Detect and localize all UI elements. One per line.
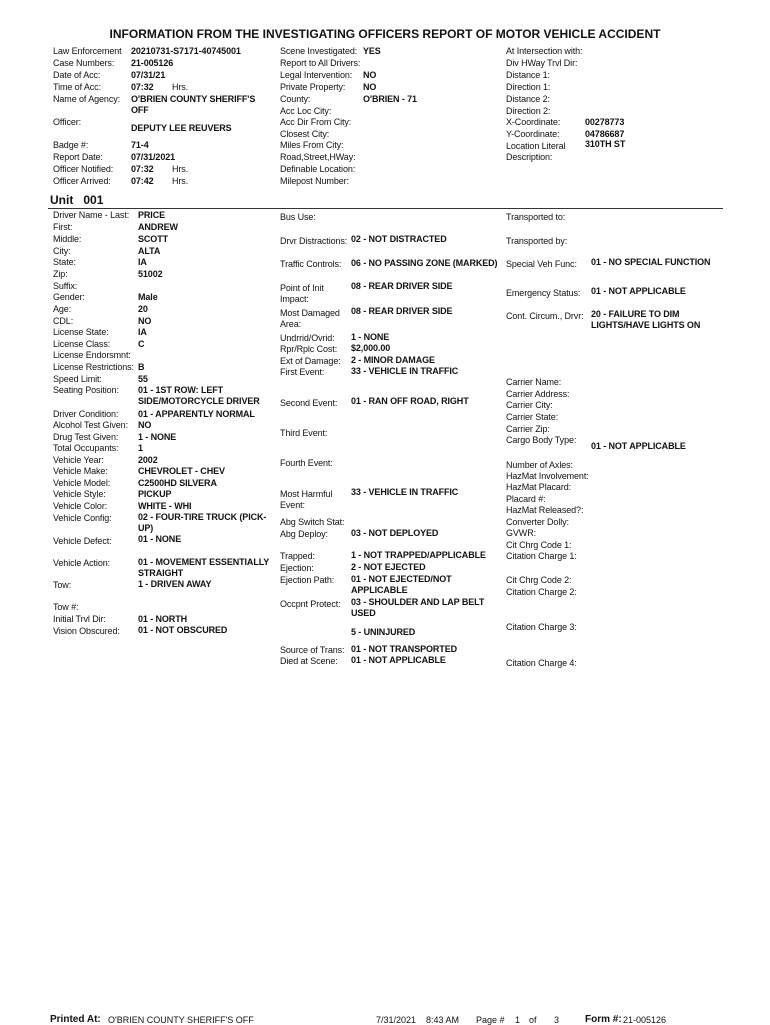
scene-investigated-label: Scene Investigated: — [280, 46, 358, 56]
placard-number-label: Placard #: — [506, 494, 546, 504]
citation-charge-4-label: Citation Charge 4: — [506, 658, 577, 668]
citation-charge-1-label: Citation Charge 1: — [506, 551, 577, 561]
scene-investigated-value: YES — [363, 46, 381, 56]
private-property-label: Private Property: — [280, 82, 346, 92]
printed-at-label: Printed At: — [50, 1014, 101, 1025]
cargo-body-label: Cargo Body Type: — [506, 435, 577, 445]
abg-deploy-value: 03 - NOT DEPLOYED — [351, 528, 439, 538]
closest-city-label: Closest City: — [280, 129, 330, 139]
tow-label: Tow: — [53, 580, 72, 590]
converter-dolly-label: Converter Dolly: — [506, 517, 569, 527]
emergency-status-value: 01 - NOT APPLICABLE — [591, 286, 686, 296]
seating-position-value-1: 01 - 1ST ROW: LEFT — [138, 385, 224, 395]
vehicle-make-value: CHEVROLET - CHEV — [138, 466, 225, 476]
driver-last-value: PRICE — [138, 210, 166, 220]
ejection-label: Ejection: — [280, 563, 314, 573]
third-event-label: Third Event: — [280, 428, 328, 438]
second-event-label: Second Event: — [280, 398, 338, 408]
vehicle-style-label: Vehicle Style: — [53, 489, 106, 499]
cit-chrg-code-2-label: Cit Chrg Code 2: — [506, 575, 572, 585]
y-coordinate-value: 04786687 — [585, 129, 625, 139]
first-event-label: First Event: — [280, 367, 325, 377]
time-of-acc-label: Time of Acc: — [53, 82, 101, 92]
officer-arrived-label: Officer Arrived: — [53, 176, 111, 186]
tow-value: 1 - DRIVEN AWAY — [138, 579, 212, 589]
point-init-impact-label-1: Point of Init — [280, 283, 324, 293]
private-property-value: NO — [363, 82, 377, 92]
date-of-acc-value: 07/31/21 — [131, 70, 166, 80]
first-label: First: — [53, 222, 73, 232]
ejection-path-label: Ejection Path: — [280, 575, 335, 585]
county-value: O'BRIEN - 71 — [363, 94, 417, 104]
died-at-scene-value: 01 - NOT APPLICABLE — [351, 655, 446, 665]
milepost-label: Milepost Number: — [280, 176, 349, 186]
officer-notified-label: Officer Notified: — [53, 164, 114, 174]
gender-label: Gender: — [53, 292, 85, 302]
carrier-address-label: Carrier Address: — [506, 389, 570, 399]
undrrid-label: Undrrid/Ovrid: — [280, 333, 335, 343]
ejection-path-value-2: APPLICABLE — [351, 585, 408, 595]
ejection-value: 2 - NOT EJECTED — [351, 562, 426, 572]
vehicle-action-value-2: STRAIGHT — [138, 568, 184, 578]
report-date-value: 07/31/2021 — [131, 152, 176, 162]
cont-circum-value-1: 20 - FAILURE TO DIM — [591, 309, 680, 319]
alcohol-test-value: NO — [138, 420, 152, 430]
vehicle-action-value-1: 01 - MOVEMENT ESSENTIALLY — [138, 557, 270, 567]
officer-notified-unit: Hrs. — [172, 164, 189, 174]
license-restrictions-value: B — [138, 362, 145, 372]
location-literal-label: Location Literal — [506, 141, 566, 151]
report-date-label: Report Date: — [53, 152, 103, 162]
vehicle-color-label: Vehicle Color: — [53, 501, 108, 511]
bus-use-label: Bus Use: — [280, 212, 316, 222]
x-coordinate-value: 00278773 — [585, 117, 625, 127]
officer-label: Officer: — [53, 117, 82, 127]
tow-number-label: Tow #: — [53, 602, 79, 612]
age-value: 20 — [138, 304, 148, 314]
most-harmful-label-1: Most Harmful — [280, 489, 333, 499]
name-of-agency-value-2: OFF — [131, 105, 149, 115]
traffic-controls-label: Traffic Controls: — [280, 259, 342, 269]
vehicle-model-value: C2500HD SILVERA — [138, 478, 217, 488]
badge-value: 71-4 — [131, 140, 149, 150]
drvr-distractions-value: 02 - NOT DISTRACTED — [351, 234, 447, 244]
unit-heading-label: Unit — [50, 193, 74, 207]
speed-limit-value: 55 — [138, 374, 148, 384]
ext-damage-value: 2 - MINOR DAMAGE — [351, 355, 435, 365]
license-class-value: C — [138, 339, 145, 349]
y-coordinate-label: Y-Coordinate: — [506, 129, 560, 139]
time-of-acc-unit: Hrs. — [172, 82, 189, 92]
special-veh-func-label: Special Veh Func: — [506, 259, 577, 269]
officer-arrived-value: 07:42 — [131, 176, 154, 186]
drug-test-label: Drug Test Given: — [53, 432, 119, 442]
report-all-drivers-label: Report to All Drivers: — [280, 58, 361, 68]
time-of-acc-value: 07:32 — [131, 82, 154, 92]
description-label: Description: — [506, 152, 553, 162]
most-harmful-label-2: Event: — [280, 500, 305, 510]
seating-position-value-2: SIDE/MOTORCYCLE DRIVER — [138, 396, 260, 406]
vision-obscured-value: 01 - NOT OBSCURED — [138, 625, 228, 635]
ext-damage-label: Ext of Damage: — [280, 356, 341, 366]
died-at-scene-label: Died at Scene: — [280, 656, 338, 666]
case-numbers-value: 21-005126 — [131, 58, 174, 68]
age-label: Age: — [53, 304, 72, 314]
most-damaged-area-label-2: Area: — [280, 319, 302, 329]
page-label: Page # — [476, 1015, 505, 1025]
miles-from-city-label: Miles From City: — [280, 140, 344, 150]
abg-deploy-label: Abg Deploy: — [280, 529, 328, 539]
acc-dir-from-city-label: Acc Dir From City: — [280, 117, 352, 127]
distance-1-label: Distance 1: — [506, 70, 550, 80]
page-of-label: of — [529, 1015, 537, 1025]
vehicle-style-value: PICKUP — [138, 489, 172, 499]
driver-condition-label: Driver Condition: — [53, 409, 119, 419]
abg-switch-label: Abg Switch Stat: — [280, 517, 345, 527]
printed-at-value: O'BRIEN COUNTY SHERIFF'S OFF — [108, 1015, 254, 1025]
cargo-body-value: 01 - NOT APPLICABLE — [591, 441, 686, 451]
name-of-agency-label: Name of Agency: — [53, 94, 121, 104]
zip-label: Zip: — [53, 269, 68, 279]
acc-loc-city-label: Acc Loc City: — [280, 106, 332, 116]
vehicle-year-value: 2002 — [138, 455, 158, 465]
hazmat-involvement-label: HazMat Involvement: — [506, 471, 589, 481]
special-veh-func-value: 01 - NO SPECIAL FUNCTION — [591, 257, 711, 267]
unit-divider — [48, 208, 723, 209]
most-harmful-value: 33 - VEHICLE IN TRAFFIC — [351, 487, 459, 497]
occpnt-protect-value-2: USED — [351, 608, 376, 618]
vehicle-defect-label: Vehicle Defect: — [53, 536, 112, 546]
first-event-value: 33 - VEHICLE IN TRAFFIC — [351, 366, 459, 376]
date-of-acc-label: Date of Acc: — [53, 70, 101, 80]
second-event-value: 01 - RAN OFF ROAD, RIGHT — [351, 396, 469, 406]
middle-label: Middle: — [53, 234, 82, 244]
source-trans-value: 01 - NOT TRANSPORTED — [351, 644, 458, 654]
injury-value: 5 - UNINJURED — [351, 627, 416, 637]
trapped-value: 1 - NOT TRAPPED/APPLICABLE — [351, 550, 486, 560]
driver-last-label: Driver Name - Last: — [53, 210, 130, 220]
gender-value: Male — [138, 292, 158, 302]
div-hway-label: Div HWay Trvl Dir: — [506, 58, 578, 68]
city-label: City: — [53, 246, 71, 256]
suffix-label: Suffix: — [53, 281, 78, 291]
vehicle-defect-value: 01 - NONE — [138, 534, 182, 544]
license-state-value: IA — [138, 327, 147, 337]
citation-charge-2-label: Citation Charge 2: — [506, 587, 577, 597]
unit-number: 001 — [83, 193, 104, 207]
license-restrictions-label: License Restrictions: — [53, 362, 134, 372]
officer-arrived-unit: Hrs. — [172, 176, 189, 186]
middle-value: SCOTT — [138, 234, 168, 244]
total-occupants-label: Total Occupants: — [53, 443, 119, 453]
vehicle-color-value: WHITE - WHI — [138, 501, 192, 511]
report-title: INFORMATION FROM THE INVESTIGATING OFFICERS REPORT OF MOTOR VEHICLE ACCIDENT — [109, 27, 661, 41]
at-intersection-label: At Intersection with: — [506, 46, 583, 56]
carrier-city-label: Carrier City: — [506, 400, 553, 410]
initial-trvl-dir-label: Initial Trvl Dir: — [53, 614, 106, 624]
carrier-zip-label: Carrier Zip: — [506, 424, 550, 434]
officer-notified-value: 07:32 — [131, 164, 154, 174]
speed-limit-label: Speed Limit: — [53, 374, 102, 384]
definable-location-label: Definable Location: — [280, 164, 356, 174]
officer-value: DEPUTY LEE REUVERS — [131, 123, 232, 133]
num-axles-label: Number of Axles: — [506, 460, 573, 470]
occpnt-protect-label: Occpnt Protect: — [280, 599, 341, 609]
occpnt-protect-value-1: 03 - SHOULDER AND LAP BELT — [351, 597, 485, 607]
fourth-event-label: Fourth Event: — [280, 458, 333, 468]
trapped-label: Trapped: — [280, 551, 315, 561]
vehicle-config-label: Vehicle Config: — [53, 513, 112, 523]
x-coordinate-label: X-Coordinate: — [506, 117, 561, 127]
direction-1-label: Direction 1: — [506, 82, 551, 92]
county-label: County: — [280, 94, 311, 104]
license-class-label: License Class: — [53, 339, 111, 349]
total-occupants-value: 1 — [138, 443, 143, 453]
traffic-controls-value: 06 - NO PASSING ZONE (MARKED) — [351, 258, 498, 268]
first-value: ANDREW — [138, 222, 178, 232]
name-of-agency-value-1: O'BRIEN COUNTY SHERIFF'S — [131, 94, 256, 104]
road-street-label: Road,Street,HWay: — [280, 152, 356, 162]
license-state-label: License State: — [53, 327, 109, 337]
print-time: 8:43 AM — [426, 1015, 460, 1025]
location-literal-value: 310TH ST — [585, 139, 626, 149]
carrier-name-label: Carrier Name: — [506, 377, 562, 387]
undrrid-value: 1 - NONE — [351, 332, 390, 342]
driver-condition-value: 01 - APPARENTLY NORMAL — [138, 409, 255, 419]
vision-obscured-label: Vision Obscured: — [53, 626, 120, 636]
law-enforcement-value: 20210731-S7171-40745001 — [131, 46, 241, 56]
most-damaged-area-label-1: Most Damaged — [280, 308, 340, 318]
emergency-status-label: Emergency Status: — [506, 288, 581, 298]
distance-2-label: Distance 2: — [506, 94, 550, 104]
transported-to-label: Transported to: — [506, 212, 566, 222]
citation-charge-3-label: Citation Charge 3: — [506, 622, 577, 632]
cont-circum-label: Cont. Circum., Drvr: — [506, 311, 584, 321]
vehicle-model-label: Vehicle Model: — [53, 478, 111, 488]
point-init-impact-value: 08 - REAR DRIVER SIDE — [351, 281, 453, 291]
rpr-cost-value: $2,000.00 — [351, 343, 391, 353]
page-total: 3 — [554, 1015, 560, 1025]
case-numbers-label: Case Numbers: — [53, 58, 115, 68]
initial-trvl-dir-value: 01 - NORTH — [138, 614, 188, 624]
law-enforcement-label: Law Enforcement — [53, 46, 122, 56]
seating-position-label: Seating Position: — [53, 385, 119, 395]
print-date: 7/31/2021 — [376, 1015, 417, 1025]
rpr-cost-label: Rpr/Rplc Cost: — [280, 344, 338, 354]
ejection-path-value-1: 01 - NOT EJECTED/NOT — [351, 574, 452, 584]
direction-2-label: Direction 2: — [506, 106, 551, 116]
legal-intervention-value: NO — [363, 70, 377, 80]
cit-chrg-code-1-label: Cit Chrg Code 1: — [506, 540, 572, 550]
transported-by-label: Transported by: — [506, 236, 568, 246]
license-endorsmnt-label: License Endorsmnt: — [53, 350, 131, 360]
legal-intervention-label: Legal Intervention: — [280, 70, 353, 80]
vehicle-make-label: Vehicle Make: — [53, 466, 108, 476]
badge-label: Badge #: — [53, 140, 89, 150]
source-trans-label: Source of Trans: — [280, 645, 345, 655]
drug-test-value: 1 - NONE — [138, 432, 177, 442]
point-init-impact-label-2: Impact: — [280, 294, 309, 304]
state-value: IA — [138, 257, 147, 267]
alcohol-test-label: Alcohol Test Given: — [53, 420, 128, 430]
cont-circum-value-2: LIGHTS/HAVE LIGHTS ON — [591, 320, 701, 330]
form-number-label: Form #: — [585, 1014, 622, 1025]
vehicle-config-value-1: 02 - FOUR-TIRE TRUCK (PICK- — [138, 512, 267, 522]
cdl-label: CDL: — [53, 316, 74, 326]
cdl-value: NO — [138, 316, 152, 326]
form-number-value: 21-005126 — [623, 1015, 667, 1025]
hazmat-placard-label: HazMat Placard: — [506, 482, 572, 492]
page-number: 1 — [515, 1015, 521, 1025]
drvr-distractions-label: Drvr Distractions: — [280, 236, 348, 246]
city-value: ALTA — [138, 246, 161, 256]
vehicle-config-value-2: UP) — [138, 523, 154, 533]
unit-heading — [50, 193, 103, 207]
state-label: State: — [53, 257, 76, 267]
zip-value: 51002 — [138, 269, 163, 279]
most-damaged-area-value: 08 - REAR DRIVER SIDE — [351, 306, 453, 316]
vehicle-year-label: Vehicle Year: — [53, 455, 104, 465]
carrier-state-label: Carrier State: — [506, 412, 559, 422]
hazmat-released-label: HazMat Released?: — [506, 505, 584, 515]
gvwr-label: GVWR: — [506, 528, 536, 538]
vehicle-action-label: Vehicle Action: — [53, 558, 111, 568]
